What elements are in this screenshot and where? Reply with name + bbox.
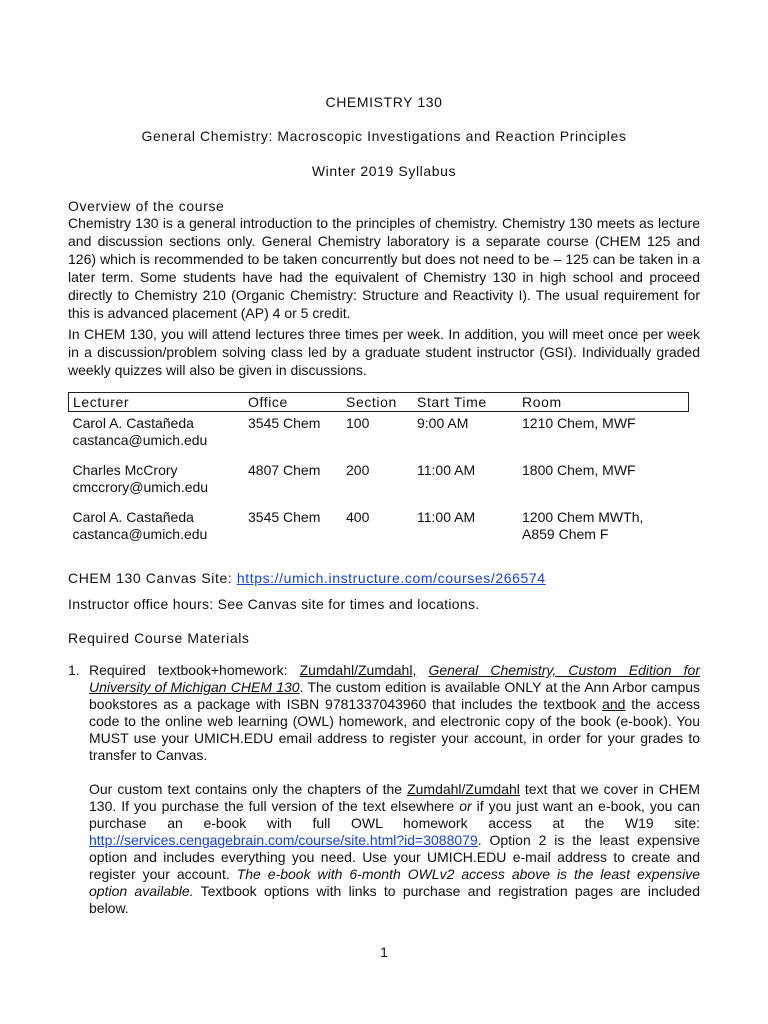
section-cell: 100 <box>346 415 370 431</box>
header-room: Room <box>518 393 689 412</box>
start-time-cell: 11:00 AM <box>417 462 476 478</box>
header-section: Section <box>342 393 413 412</box>
materials-heading: Required Course Materials <box>68 630 250 646</box>
lecturer-cell <box>69 506 245 553</box>
custom-text-b: text that we cover in CHEM 130. If you purchase the full version of the text elsewhere <box>89 781 700 814</box>
table-row <box>69 459 689 506</box>
section-cell: 400 <box>346 509 370 525</box>
overview-heading: Overview of the course <box>68 198 225 214</box>
custom-text-authors: Zumdahl/Zumdahl <box>407 781 520 797</box>
term-title: Winter 2019 Syllabus <box>311 163 457 179</box>
room-line-1: 1210 Chem, MWF <box>522 415 636 431</box>
custom-text-a: Our custom text contains only the chapters of the <box>89 781 408 797</box>
header-start-time: Start Time <box>413 393 518 412</box>
start-time-cell: 9:00 AM <box>417 415 469 431</box>
textbook-authors: Zumdahl/Zumdahl, <box>299 662 417 678</box>
list-item <box>68 662 700 764</box>
lecturer-email: castanca@umich.edu <box>72 432 208 448</box>
textbook-text-b: the access code to the online web learning (OWL) homework, and electronic copy of the book (e-book). You MUST use your UMICH.EDU email address to register your account, in order for your grades to transfer to Canvas. <box>89 696 700 763</box>
overview-paragraph-2: In CHEM 130, you will attend lectures three times per week. In addition, you will meet once per week in a discussion/problem solving class led by a graduate student instructor (GSI). Individually graded weekly quizzes will also be given in discussions. <box>68 326 700 378</box>
custom-text-c: if you just want an e-book, you can purchase an e-book with full OWL homework access at the W19 site: <box>89 798 700 831</box>
lecturer-cell <box>69 412 245 460</box>
table-header-row <box>69 393 689 412</box>
canvas-site-line <box>68 569 700 587</box>
overview-paragraph-1: Chemistry 130 is a general introduction to the principles of chemistry. Chemistry 130 meets as lecture and discussion sections only. General Chemistry laboratory is a separate course (CHEM 125 and 126) which is recommended to be taken concurrently but does not need to be – 125 can be taken in a later term. Some students have had the equivalent of Chemistry 130 in high school and proceed directly to Chemistry 210 (Organic Chemistry: Structure and Reactivity I). The usual requirement for this is advanced placement (AP) 4 or 5 credit. <box>68 215 700 321</box>
header-office: Office <box>244 393 342 412</box>
lecturer-name: Carol A. Castañeda <box>72 509 194 525</box>
room-line-2: A859 Chem F <box>522 526 609 542</box>
cengage-site-link[interactable]: http://services.cengagebrain.com/course/site.html?id=3088079 <box>89 832 478 848</box>
lecturer-email: cmccrory@umich.edu <box>72 479 209 495</box>
textbook-title: General Chemistry, Custom Edition for University of Michigan CHEM 130 <box>89 662 700 695</box>
table-row <box>69 506 689 553</box>
header-lecturer: Lecturer <box>69 393 245 412</box>
custom-text-paragraph <box>89 781 700 917</box>
start-time-cell: 11:00 AM <box>417 509 476 525</box>
lecturer-name: Carol A. Castañeda <box>72 415 194 431</box>
section-cell: 200 <box>346 462 370 478</box>
course-title: General Chemistry: Macroscopic Investigations and Reaction Principles <box>141 128 627 144</box>
textbook-lead: Required textbook+homework: <box>89 662 300 678</box>
room-cell <box>518 412 689 460</box>
office-cell: 3545 Chem <box>248 509 321 525</box>
room-cell <box>518 459 689 506</box>
textbook-text-a: . The custom edition is available ONLY at the Ann Arbor campus bookstores as a package with ISBN 9781337043960 that includes the textbook <box>89 679 701 712</box>
textbook-and-word: and <box>602 696 626 712</box>
room-line-1: 1800 Chem, MWF <box>522 462 636 478</box>
room-cell <box>518 506 689 553</box>
canvas-site-link[interactable]: https://umich.instructure.com/courses/266574 <box>236 570 546 586</box>
room-line-1: 1200 Chem MWTh, <box>522 509 644 525</box>
custom-text-or-word: or <box>459 798 472 814</box>
table-row <box>69 412 689 460</box>
lecturer-name: Charles McCrory <box>72 462 178 478</box>
lecturer-table <box>68 392 689 553</box>
lecturer-cell <box>69 459 245 506</box>
custom-text-d: . Option 2 is the least expensive option and includes everything you need. Use your UMICH.EDU e-mail address to create and register your account. <box>89 832 700 882</box>
page-number: 1 <box>380 944 388 960</box>
custom-text-e: Textbook options with links to purchase and registration pages are included below. <box>89 883 701 916</box>
textbook-requirement <box>89 662 700 764</box>
lecturer-email: castanca@umich.edu <box>72 526 208 542</box>
office-cell: 4807 Chem <box>248 462 321 478</box>
course-code: CHEMISTRY 130 <box>325 94 443 110</box>
custom-text-italic-note: The e-book with 6-month OWLv2 access above is the least expensive option available. <box>89 866 700 899</box>
canvas-site-label: CHEM 130 Canvas Site: <box>68 570 237 586</box>
list-item-number: 1. <box>68 662 80 678</box>
office-cell: 3545 Chem <box>248 415 321 431</box>
office-hours-note: Instructor office hours: See Canvas site for times and locations. <box>68 596 480 612</box>
